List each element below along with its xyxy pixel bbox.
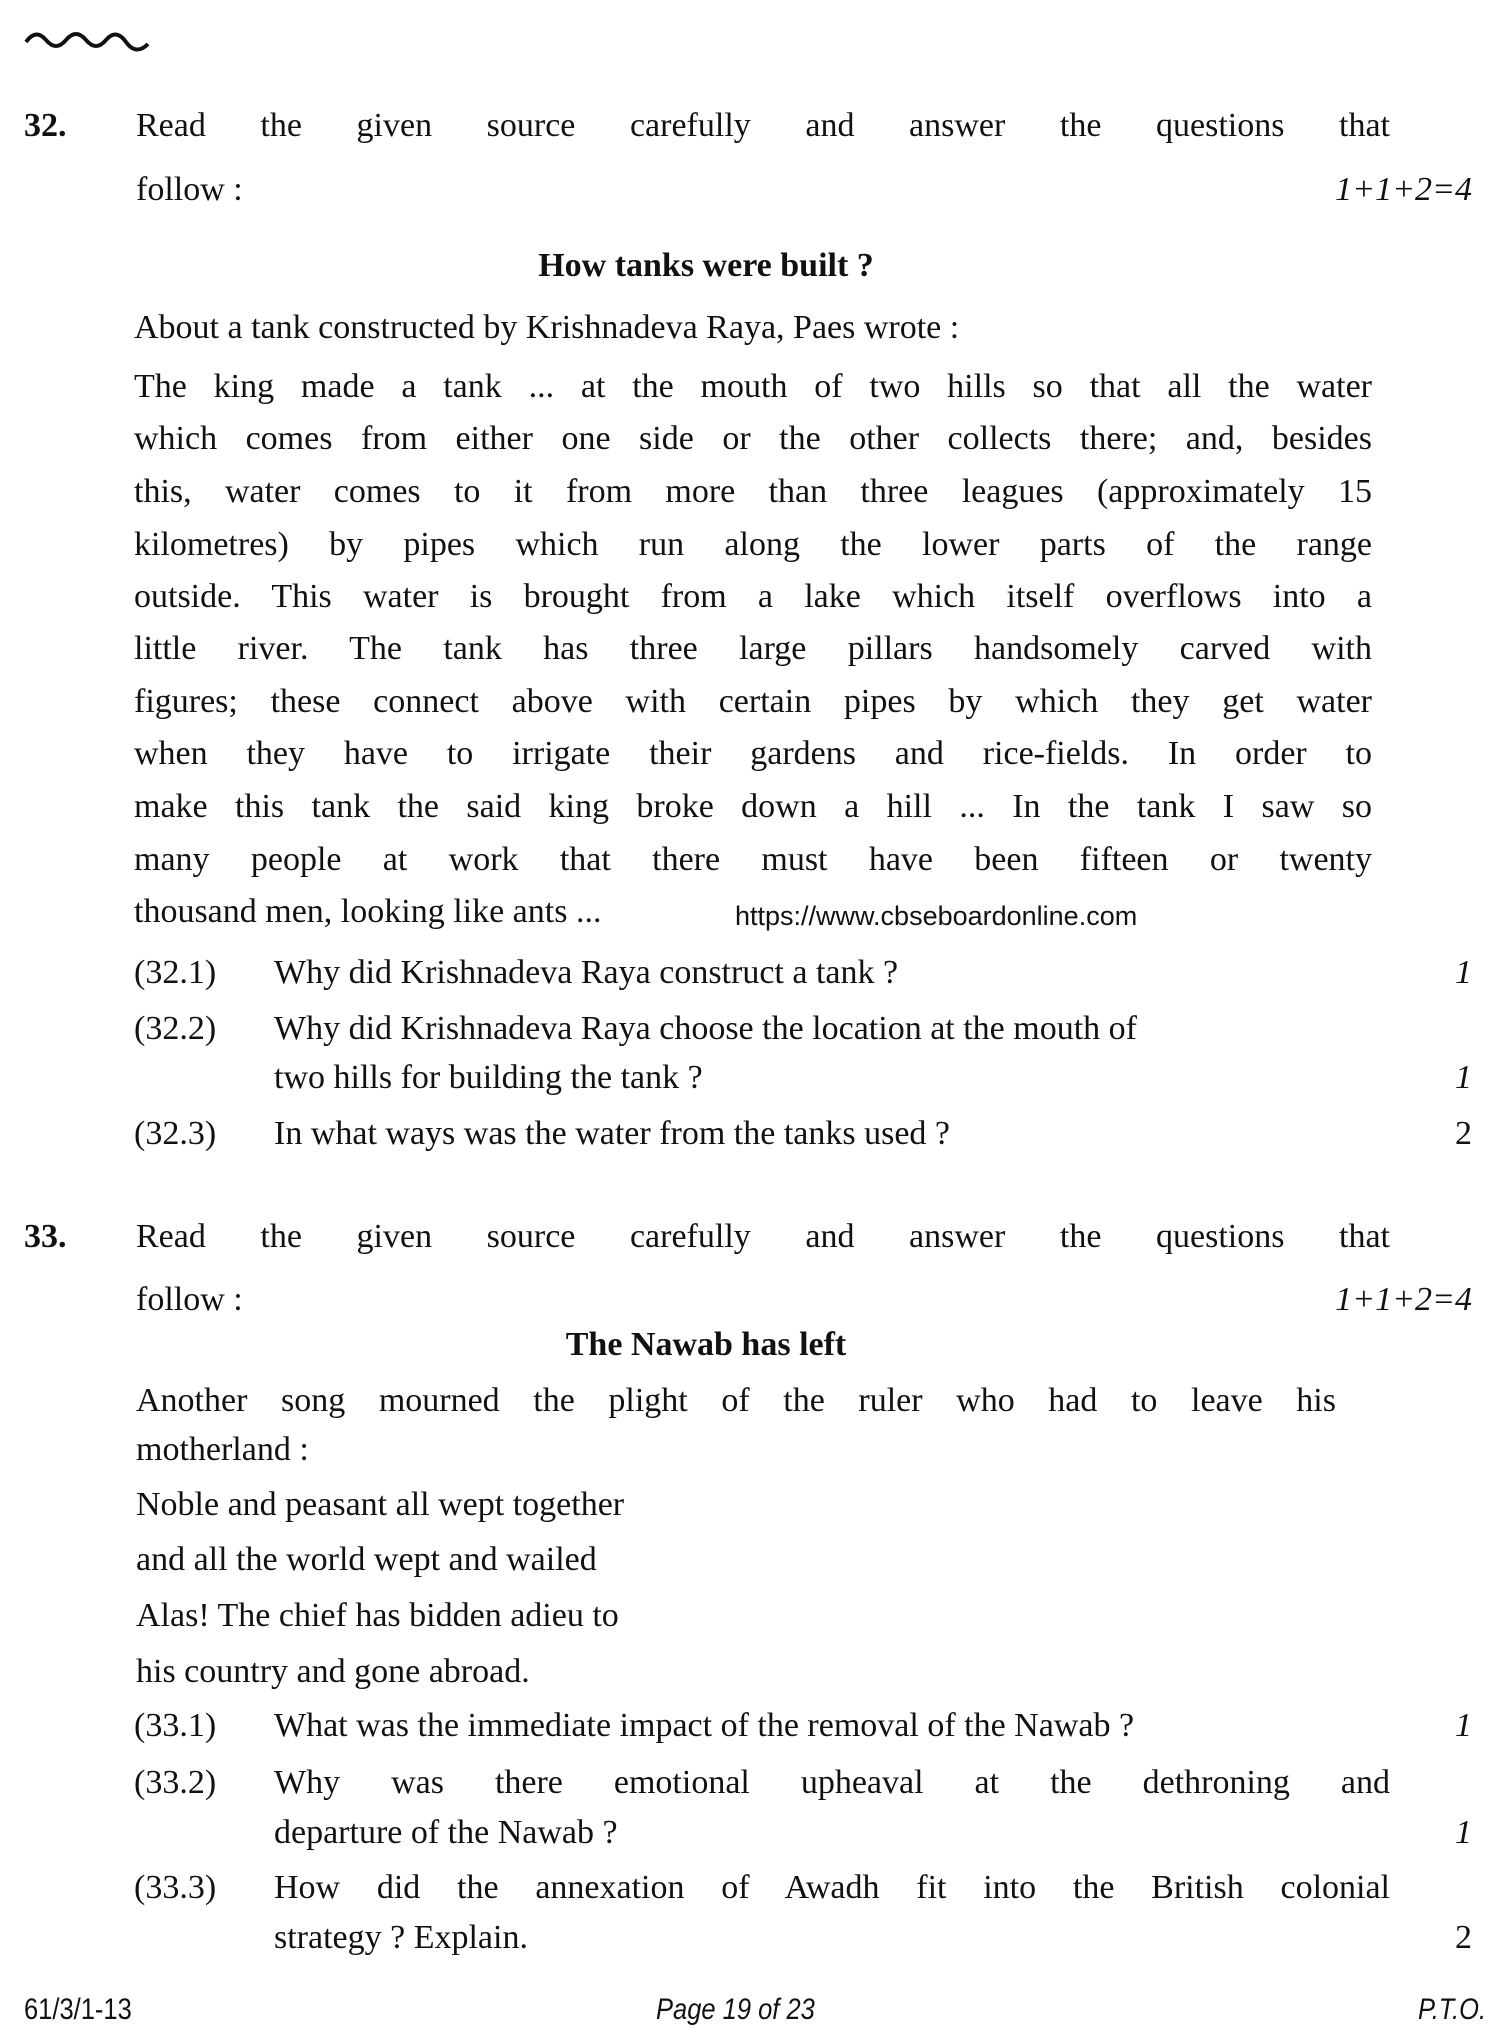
subquestion-label: (33.1) bbox=[134, 1707, 217, 1744]
source-line: little river. The tank has three large pillars handsomely carved with bbox=[134, 630, 1372, 667]
source-intro: About a tank constructed by Krishnadeva Raya, Paes wrote : bbox=[134, 309, 960, 346]
footer-paper-code: 61/3/1-13 bbox=[24, 1993, 132, 2026]
source-title: The Nawab has left bbox=[565, 1326, 847, 1363]
question-number: 32. bbox=[24, 107, 67, 144]
source-intro: motherland : bbox=[136, 1431, 309, 1468]
footer-page-number: Page 19 of 23 bbox=[656, 1993, 815, 2026]
subquestion-text: How did the annexation of Awadh fit into the British colonial bbox=[274, 1869, 1390, 1906]
poem-line: Alas! The chief has bidden adieu to bbox=[136, 1597, 619, 1634]
question-marks: 1+1+2=4 bbox=[1335, 171, 1472, 208]
squiggle-mark-icon bbox=[24, 26, 154, 56]
subquestion-marks: 1 bbox=[1455, 1707, 1472, 1744]
subquestion-text: two hills for building the tank ? bbox=[274, 1059, 703, 1096]
poem-line: Noble and peasant all wept together bbox=[136, 1486, 625, 1523]
source-line: when they have to irrigate their gardens and rice-fields. In order to bbox=[134, 735, 1372, 772]
footer-pto: P.T.O. bbox=[1418, 1993, 1487, 2026]
source-line: which comes from either one side or the other collects there; and, besides bbox=[134, 420, 1372, 457]
source-title: How tanks were built ? bbox=[538, 247, 874, 284]
subquestion-label: (33.2) bbox=[134, 1764, 217, 1801]
subquestion-text: Why did Krishnadeva Raya choose the location at the mouth of bbox=[274, 1010, 1137, 1047]
source-line: thousand men, looking like ants ... bbox=[134, 893, 602, 930]
source-line: make this tank the said king broke down a hill ... In the tank I saw so bbox=[134, 788, 1372, 825]
subquestion-text: In what ways was the water from the tanks used ? bbox=[274, 1115, 951, 1152]
source-line: outside. This water is brought from a lake which itself overflows into a bbox=[134, 578, 1372, 615]
subquestion-label: (33.3) bbox=[134, 1869, 217, 1906]
source-line: figures; these connect above with certain pipes by which they get water bbox=[134, 683, 1372, 720]
question-instruction: Read the given source carefully and answer the questions that bbox=[136, 1218, 1390, 1255]
subquestion-marks: 1 bbox=[1455, 954, 1472, 991]
watermark-url: https://www.cbseboardonline.com bbox=[735, 901, 1138, 931]
source-intro: Another song mourned the plight of the ruler who had to leave his bbox=[136, 1382, 1336, 1419]
source-line: many people at work that there must have been fifteen or twenty bbox=[134, 841, 1372, 878]
subquestion-marks: 2 bbox=[1455, 1115, 1472, 1152]
subquestion-text: Why did Krishnadeva Raya construct a tank ? bbox=[274, 954, 899, 991]
source-line: kilometres) by pipes which run along the lower parts of the range bbox=[134, 526, 1372, 563]
question-instruction: follow : bbox=[136, 171, 243, 208]
subquestion-text: strategy ? Explain. bbox=[274, 1919, 528, 1956]
poem-line: his country and gone abroad. bbox=[136, 1653, 530, 1690]
question-marks: 1+1+2=4 bbox=[1335, 1281, 1472, 1318]
subquestion-marks: 2 bbox=[1455, 1919, 1472, 1956]
poem-line: and all the world wept and wailed bbox=[136, 1541, 597, 1578]
source-line: The king made a tank ... at the mouth of two hills so that all the water bbox=[134, 368, 1372, 405]
subquestion-label: (32.2) bbox=[134, 1010, 217, 1047]
question-number: 33. bbox=[24, 1218, 67, 1255]
subquestion-marks: 1 bbox=[1455, 1059, 1472, 1096]
subquestion-text: What was the immediate impact of the removal of the Nawab ? bbox=[274, 1707, 1135, 1744]
subquestion-marks: 1 bbox=[1455, 1814, 1472, 1851]
question-instruction: Read the given source carefully and answer the questions that bbox=[136, 107, 1390, 144]
source-line: this, water comes to it from more than three leagues (approximately 15 bbox=[134, 473, 1372, 510]
question-instruction: follow : bbox=[136, 1281, 243, 1318]
subquestion-text: Why was there emotional upheaval at the dethroning and bbox=[274, 1764, 1390, 1801]
subquestion-label: (32.3) bbox=[134, 1115, 217, 1152]
subquestion-label: (32.1) bbox=[134, 954, 217, 991]
subquestion-text: departure of the Nawab ? bbox=[274, 1814, 618, 1851]
